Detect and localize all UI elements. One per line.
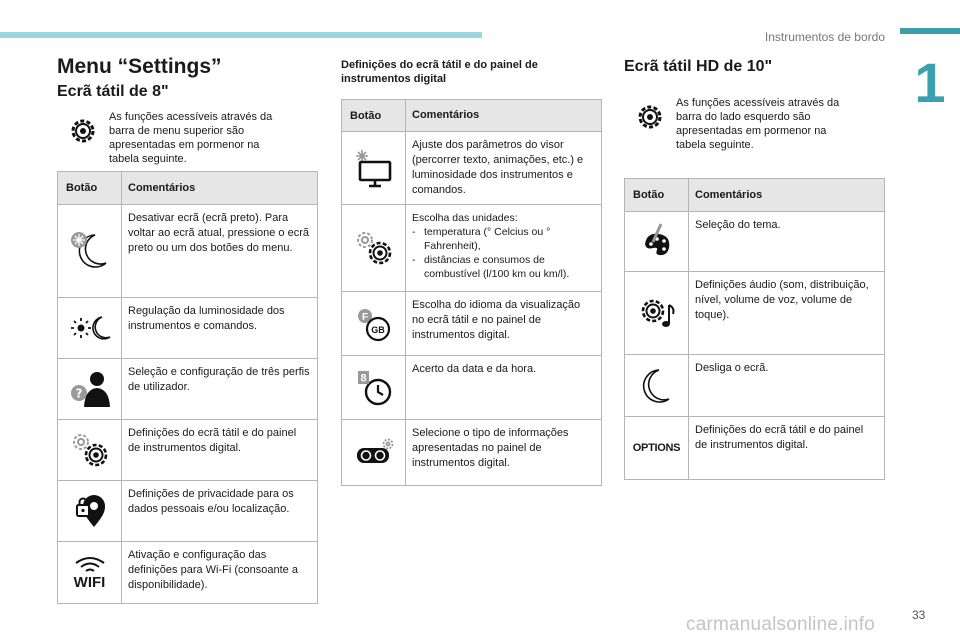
display-settings-table [341,99,602,486]
row-text: Definições de privacidade para os dados pessoais e/ou localização. [128,488,294,515]
row-text: Seleção do tema. [695,219,781,231]
privacy-icon[interactable] [58,481,122,541]
units-intro: Escolha das unidades: [412,212,518,224]
wifi-label: WIFI [73,574,106,591]
row-text: Definições áudio (som, distribuição, nível, volume de voz, volume de toque). [695,279,869,321]
theme-palette-icon[interactable] [625,212,689,271]
page-number: 33 [912,608,926,622]
row-text: Definições do ecrã tátil e do painel de instrumentos digital. [128,427,297,454]
header-button: Botão [58,172,122,205]
language-icon[interactable] [342,292,406,355]
chapter-number: 1 [914,51,946,114]
table-row [342,132,601,205]
row-text [406,205,601,291]
row-text: Desliga o ecrã. [695,362,769,374]
user-profile-icon[interactable] [58,359,122,419]
table-header [58,172,317,205]
screen-off-icon[interactable] [58,205,122,297]
row-text: Desativar ecrã (ecrã preto). Para voltar ao ecrã atual, pressione o ecrã preto ou um dos botões do menu. [128,212,309,254]
table-row [342,420,601,485]
settings-table-10in [624,178,885,480]
date-label: 8 [359,372,367,384]
table-header [625,179,884,212]
table-row [58,298,317,359]
table-row [342,356,601,420]
table-row [58,205,317,298]
row-text: Escolha do idioma da visualização no ecrã tátil e no painel de instrumentos digital. [412,299,581,341]
list-item: - temperatura (° Celcius ou ° Fahrenheit), [412,225,595,253]
section-title: Instrumentos de bordo [764,30,885,44]
settings-gears-icon[interactable] [58,420,122,480]
watermark: carmanualsonline.info [686,614,876,635]
chapter-tab [900,28,960,156]
language-label-gb: GB [370,324,385,335]
intro-text: As funções acessíveis através da barra de menu superior são apresentadas em pormenor na tabela seguinte. [109,111,273,165]
clock-icon[interactable] [342,356,406,419]
svg-text:?: ? [75,386,82,401]
section-heading-display: Definições do ecrã tátil e do painel de instrumentos digital [341,59,538,85]
table-row [625,212,884,272]
row-text: Definições do ecrã tátil e do painel de instrumentos digital. [695,424,864,451]
units-icon[interactable] [342,205,406,291]
intro-8in [57,110,317,166]
header-button: Botão [342,100,406,132]
list-item-text: temperatura (° Celcius ou ° Fahrenheit), [424,226,551,252]
table-row [58,359,317,420]
gear-icon [624,96,676,132]
section-heading-8in: Ecrã tátil de 8" [57,83,169,100]
page-title: Menu “Settings” [57,55,222,78]
display-settings-icon[interactable] [342,132,406,204]
chapter-accent-bar [900,28,960,34]
options-icon[interactable] [625,417,689,479]
language-label-f: F [361,311,368,323]
cluster-icon[interactable] [342,420,406,485]
header-accent-bar [0,32,482,38]
table-header [342,100,601,132]
intro-text: As funções acessíveis através da barra do lado esquerdo são apresentadas em pormenor na tabela seguinte. [676,97,840,151]
brightness-icon[interactable] [58,298,122,358]
list-item-text: distâncias e consumos de combustível (l/100 km ou km/l). [424,254,570,280]
section-heading-10in: Ecrã tátil HD de 10" [624,58,773,75]
row-text: Selecione o tipo de informações apresentadas no painel de instrumentos digital. [412,427,569,469]
options-label: OPTIONS [632,442,681,454]
gear-icon [57,110,109,146]
header-comments: Comentários [412,109,480,121]
intro-10in [624,96,884,152]
table-row [58,420,317,481]
table-row [625,417,884,479]
header-comments: Comentários [695,188,763,201]
table-row [58,542,317,603]
table-row [342,205,601,292]
table-row [625,355,884,417]
screen-off-moon-icon[interactable] [625,355,689,416]
list-item: - distâncias e consumos de combustível (l/100 km ou km/l). [412,253,595,281]
row-text: Regulação da luminosidade dos instrumentos e comandos. [128,305,285,332]
header-button: Botão [625,179,689,212]
row-text: Ajuste dos parâmetros do visor (percorrer texto, animações, etc.) e luminosidade dos instrumentos e comandos. [412,139,584,196]
settings-table-8in [57,171,318,604]
table-row [625,272,884,355]
table-row [58,481,317,542]
row-text: Ativação e configuração das definições para Wi-Fi (consoante a disponibilidade). [128,549,298,591]
header-comments: Comentários [128,181,196,194]
row-text: Seleção e configuração de três perfis de utilizador. [128,366,310,393]
wifi-icon[interactable] [58,542,122,603]
table-row [342,292,601,356]
audio-settings-icon[interactable] [625,272,689,354]
row-text: Acerto da data e da hora. [412,363,537,375]
